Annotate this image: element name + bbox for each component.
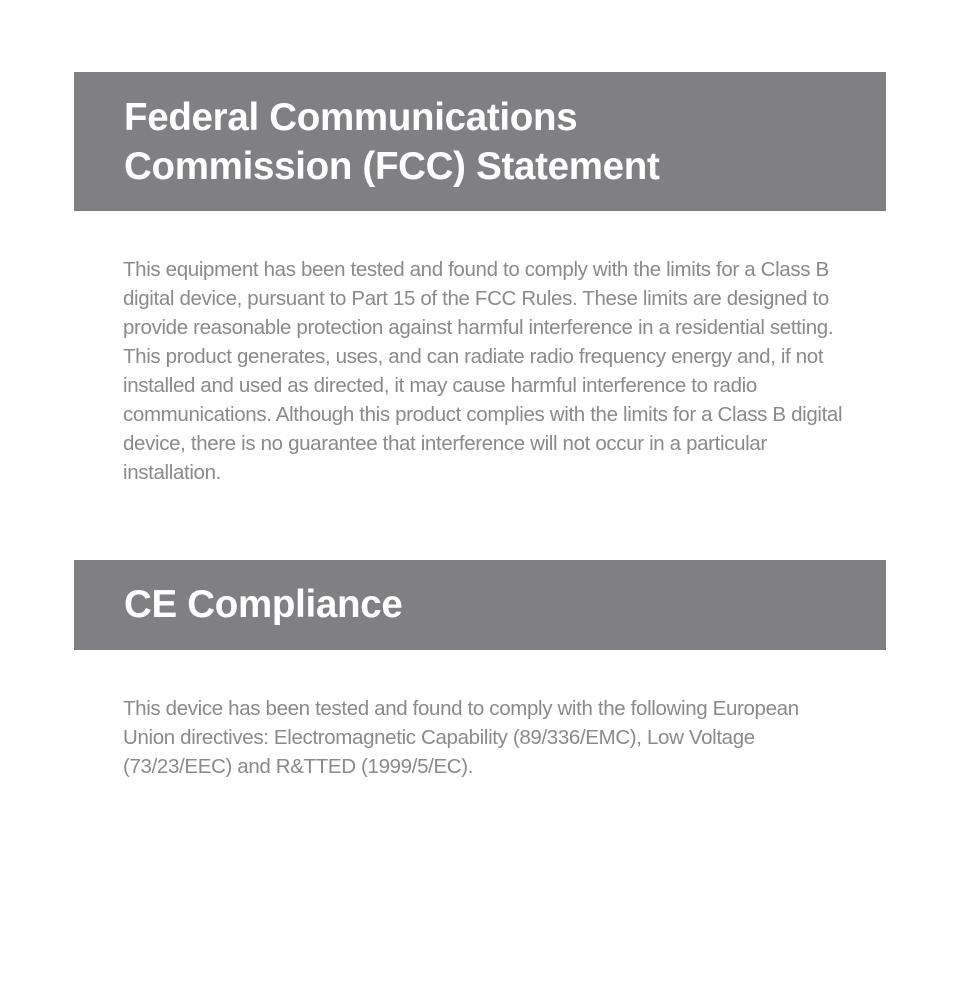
- ce-compliance-text: This device has been tested and found to comply with the following European Union directives: Electromagnetic Capability (89/336/EMC), Low Voltage (73/23/EEC) and R&TTED (1999/5/EC).: [123, 697, 799, 778]
- fcc-section-header: [74, 72, 886, 211]
- ce-section-header: [74, 560, 886, 650]
- fcc-title-line-1: Federal Communications: [124, 96, 578, 139]
- fcc-title-line-2: Commission (FCC) Statement: [124, 145, 660, 188]
- ce-section-title: CE Compliance: [124, 583, 403, 626]
- fcc-statement-text: This equipment has been tested and found to comply with the limits for a Class B digital device, pursuant to Part 15 of the FCC Rules. These limits are designed to provide reasonable protection against harmful interference in a residential setting. This product generates, uses, and can radiate radio frequency energy and, if not installed and used as directed, it may cause harmful interference to radio communications. Although this product complies with the limits for a Class B digital device, there is no guarantee that interference will not occur in a particular installation.: [123, 258, 843, 484]
- fcc-section-title: [124, 93, 886, 191]
